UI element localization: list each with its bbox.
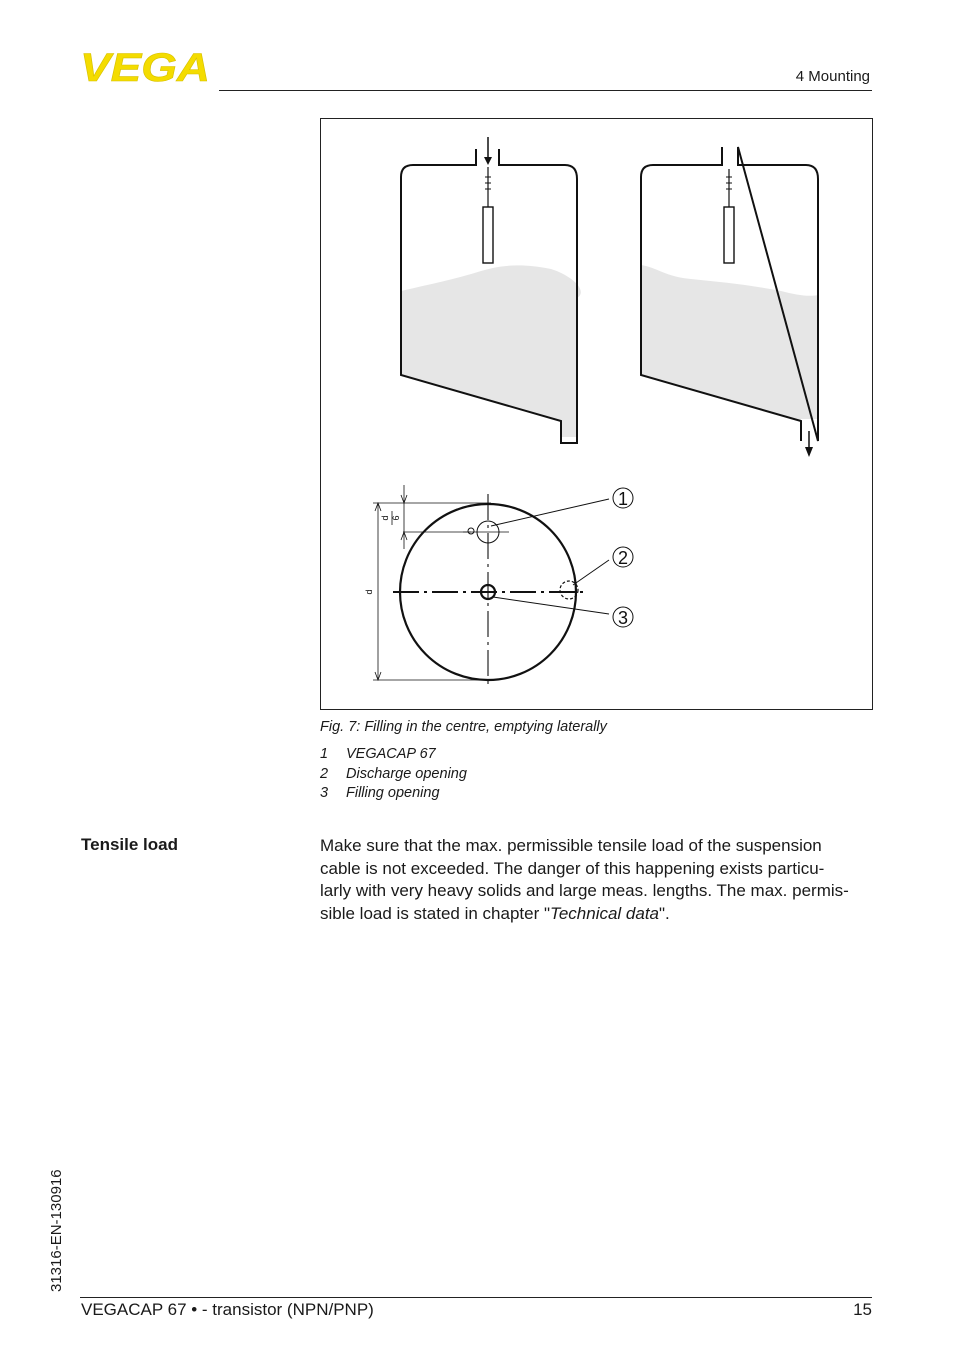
- dim-d6-label-6: 6: [391, 515, 401, 521]
- vega-logo-graphic: [80, 50, 212, 82]
- dim-d6-label-d: d: [380, 515, 390, 521]
- footer-product-title: VEGACAP 67 • - transistor (NPN/PNP): [81, 1300, 374, 1319]
- callout-2: 2: [617, 548, 629, 568]
- paragraph-line: cable is not exceeded. The danger of this happening exists particu-: [320, 858, 825, 878]
- fill-arrow-head: [484, 157, 492, 165]
- legend-item: [320, 745, 467, 765]
- left-silo-material: [401, 265, 581, 437]
- section-title: 4 Mounting: [795, 68, 870, 85]
- legend-number: 2: [320, 765, 329, 782]
- right-probe-rod: [724, 207, 734, 263]
- discharge-arrow-head: [805, 447, 813, 457]
- paragraph-line: larly with very heavy solids and large meas. lengths. The max. permis-: [320, 881, 849, 900]
- legend-item: [320, 765, 467, 785]
- callout-3: 3: [617, 608, 629, 628]
- document-id: 31316-EN-130916: [48, 1169, 65, 1292]
- figure-frame: [320, 118, 873, 710]
- callout-1: 1: [617, 489, 629, 509]
- legend-number: 3: [320, 785, 329, 801]
- svg-text:VEGA: VEGA: [80, 50, 210, 82]
- page-number: 15: [853, 1300, 872, 1319]
- left-probe-rod: [483, 207, 493, 263]
- paragraph-line: sible load is stated in chapter "Technical data".: [320, 903, 670, 923]
- vega-logo: [80, 50, 212, 82]
- body-paragraph: [320, 835, 875, 925]
- legend-text: VEGACAP 67: [346, 746, 436, 762]
- footer-rule: [80, 1297, 872, 1298]
- legend-text: Filling opening: [346, 785, 440, 801]
- silo-diagram: [321, 119, 874, 711]
- chapter-reference: Technical data: [550, 903, 660, 923]
- figure-legend: [320, 745, 467, 804]
- figure-caption: Fig. 7: Filling in the centre, emptying laterally: [320, 719, 607, 735]
- header-rule: [219, 90, 872, 91]
- legend-item: [320, 784, 467, 804]
- paragraph-line: Make sure that the max. permissible tensile load of the suspension: [320, 836, 822, 855]
- probe-marker: [468, 528, 474, 534]
- legend-text: Discharge opening: [346, 765, 467, 782]
- legend-number: 1: [320, 746, 329, 762]
- dim-d-label: d: [364, 589, 374, 595]
- side-heading-tensile-load: Tensile load: [81, 835, 178, 854]
